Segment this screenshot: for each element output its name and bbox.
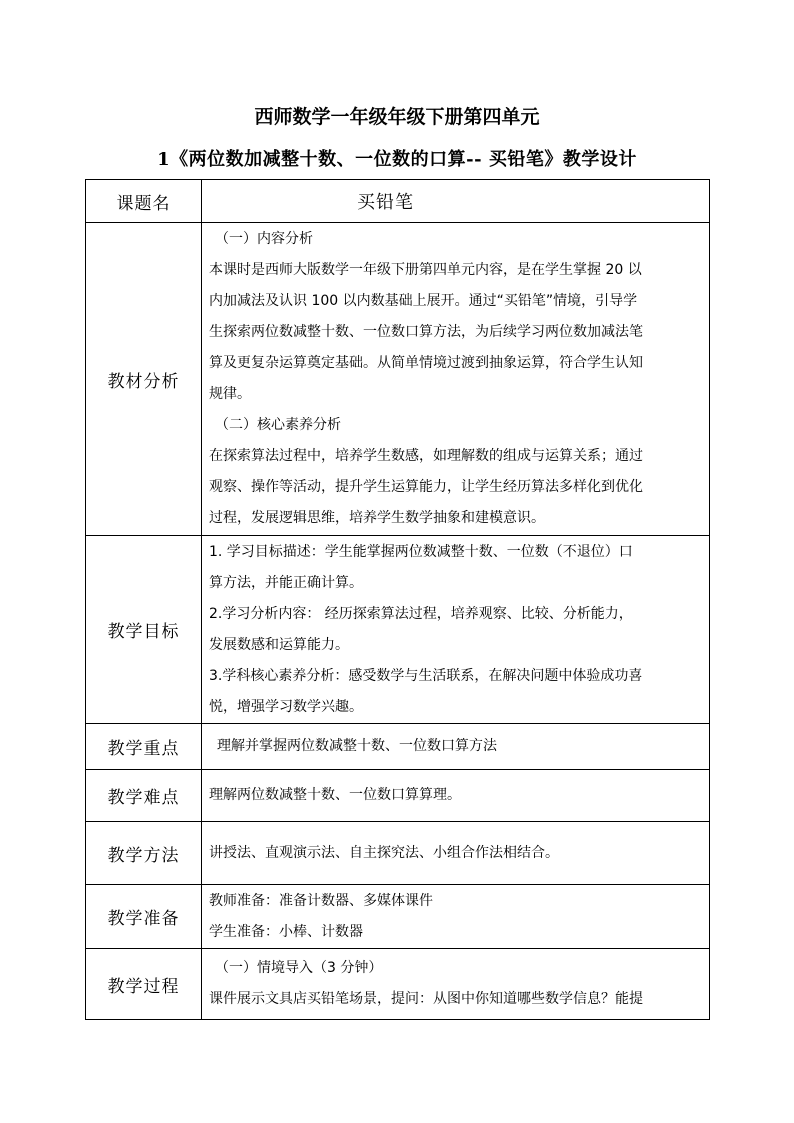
lesson-plan-table — [85, 179, 710, 1020]
methods-content — [202, 822, 710, 885]
label-key-points: 教学重点 — [86, 724, 202, 770]
row-difficulties — [86, 770, 710, 822]
label-difficulties: 教学难点 — [86, 770, 202, 822]
paragraph-line: 观察、操作等活动，提升学生运算能力，让学生经历算法多样化到优化 — [209, 479, 643, 495]
goal-line: 3.学科核心素养分析：感受数学与生活联系，在解决问题中体验成功喜 — [209, 667, 643, 684]
document-title: 西师数学一年级年级下册第四单元 — [254, 106, 540, 128]
label-process: 教学过程 — [86, 949, 202, 1020]
process-line: 课件展示文具店买铅笔场景，提问：从图中你知道哪些数学信息？能提 — [209, 991, 643, 1007]
topic-value: 买铅笔 — [357, 192, 414, 213]
student-preparation: 学生准备：小棒、计数器 — [209, 923, 363, 940]
row-key-points — [86, 724, 710, 770]
process-heading: （一）情境导入（3 分钟） — [215, 960, 383, 976]
label-preparation: 教学准备 — [86, 885, 202, 949]
label-methods: 教学方法 — [86, 822, 202, 885]
row-methods — [86, 822, 710, 885]
preparation-content — [202, 885, 710, 949]
goal-line: 2.学习分析内容： 经历探索算法过程，培养观察、比较、分析能力， — [209, 605, 633, 622]
label-teaching-goals: 教学目标 — [86, 536, 202, 724]
goal-line: 算方法，并能正确计算。 — [209, 574, 363, 591]
paragraph-line: 内加减法及认识 100 以内数基础上展开。通过“买铅笔”情境，引导学 — [209, 293, 638, 309]
row-teaching-goals — [86, 536, 710, 724]
goal-line: 发展数感和运算能力。 — [209, 636, 349, 653]
paragraph-line: 在探索算法过程中，培养学生数感，如理解数的组成与运算关系；通过 — [209, 448, 643, 464]
methods-value: 讲授法、直观演示法、自主探究法、小组合作法相结合。 — [209, 844, 559, 861]
row-process — [86, 949, 710, 1020]
paragraph-line: 生探索两位数减整十数、一位数口算方法，为后续学习两位数加减法笔 — [209, 324, 643, 340]
paragraph-line: 规律。 — [209, 386, 251, 402]
key-points-value: 理解并掌握两位数减整十数、一位数口算方法 — [217, 738, 497, 754]
teaching-goals-content — [202, 536, 710, 724]
row-topic — [86, 180, 710, 223]
row-material-analysis — [86, 223, 710, 536]
paragraph-line: 过程，发展逻辑思维，培养学生数学抽象和建模意识。 — [209, 510, 545, 526]
label-topic: 课题名 — [86, 180, 202, 223]
paragraph-line: 算及更复杂运算奠定基础。从简单情境过渡到抽象运算，符合学生认知 — [209, 355, 643, 371]
core-literacy-heading: （二）核心素养分析 — [215, 417, 341, 433]
process-content — [202, 949, 710, 1020]
difficulties-content — [202, 770, 710, 822]
teacher-preparation: 教师准备：准备计数器、多媒体课件 — [209, 892, 433, 909]
content-analysis-heading: （一）内容分析 — [215, 231, 313, 247]
row-preparation — [86, 885, 710, 949]
difficulties-value: 理解两位数减整十数、一位数口算算理。 — [209, 787, 461, 803]
goal-line: 悦，增强学习数学兴趣。 — [209, 698, 363, 715]
topic-cell — [202, 180, 710, 223]
goal-line: 1. 学习目标描述：学生能掌握两位数减整十数、一位数（不退位）口 — [209, 543, 633, 560]
key-points-content — [202, 724, 710, 770]
document-subtitle: 1《两位数加减整十数、一位数的口算-- 买铅笔》教学设计 — [157, 149, 637, 170]
material-analysis-content — [202, 223, 710, 536]
label-material-analysis: 教材分析 — [86, 223, 202, 536]
paragraph-line: 本课时是西师大版数学一年级下册第四单元内容，是在学生掌握 20 以 — [209, 262, 642, 278]
